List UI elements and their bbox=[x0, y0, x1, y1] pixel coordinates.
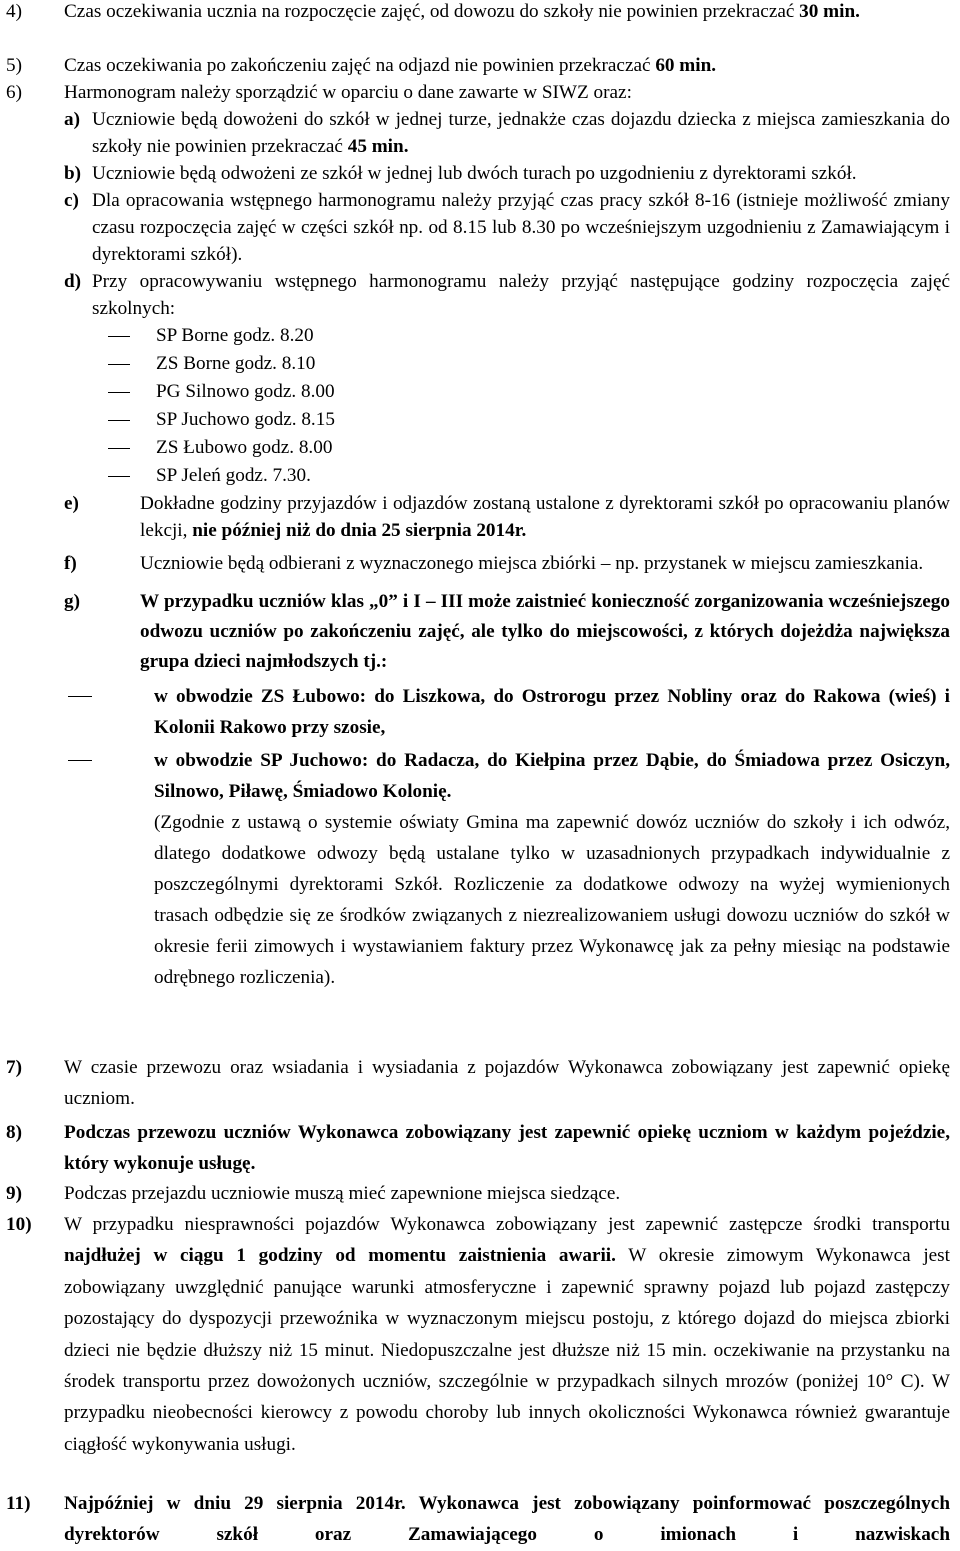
sub-item-c bbox=[64, 187, 950, 268]
item-text: W przypadku niesprawności pojazdów Wykonawca zobowiązany jest zapewnić zastępcze środki transportu bbox=[64, 1214, 950, 1235]
sub-label: a) bbox=[64, 109, 80, 130]
list-item: SP Juchowo godz. 8.15 bbox=[108, 406, 950, 434]
sub-label: c) bbox=[64, 190, 79, 211]
sub-text-bold: nie później niż do dnia 25 sierpnia 2014r. bbox=[192, 520, 527, 541]
sub-text: Uczniowie będą odwożeni ze szkół w jednej lub dwóch turach po uzgodnieniu z dyrektorami szkół. bbox=[92, 163, 857, 184]
item-number: 9) bbox=[6, 1183, 22, 1204]
early-return-list bbox=[64, 681, 950, 807]
list-item: w obwodzie ZS Łubowo: do Liszkowa, do Ostrorogu przez Nobliny oraz do Rakowa (wieś) i Kolonii Rakowo przy szosie, bbox=[64, 681, 950, 743]
legal-note: (Zgodnie z ustawą o systemie oświaty Gmina ma zapewnić dowóz uczniów do szkoły i ich odwóz, dlatego dodatkowe odwozy będą ustalane tylko w uzasadnionych przypadkach indywidualnie z poszczególnymi dyrektorami Szkół. Rozliczenie za dodatkowe odwozy na wyżej wymienionych trasach odbędzie się ze środków związanych z niezrealizowaniem usługi dowozu uczniów do szkół w okresie ferii zimowych i wystawianiem faktury przez Wykonawcę jak za pełny miesiąc na podstawie odrębnego rozliczenia). bbox=[154, 812, 950, 988]
item-10 bbox=[6, 1209, 950, 1460]
list-item: SP Jeleń godz. 7.30. bbox=[108, 462, 950, 490]
sub-text: Uczniowie będą dowożeni do szkół w jednej turze, jednakże czas dojazdu dziecka z miejsca zamieszkania do szkoły nie powinien przekraczać bbox=[92, 109, 950, 157]
sub-text-bold: W przypadku uczniów klas „0” i I – III może zaistnieć konieczność zorganizowania wcześniejszego odwozu uczniów po zakończeniu zajęć, ale tylko do miejscowości, z których dojeżdża największa grupa dzieci najmłodszych tj.: bbox=[140, 591, 950, 672]
item-text-bold: Najpóźniej w dniu 29 sierpnia 2014r. Wykonawca jest zobowiązany poinformować poszczególnych dyrektorów szkół oraz Zamawiającego o imionach i nazwiskach bbox=[64, 1493, 950, 1545]
item-text: W czasie przewozu oraz wsiadania i wysiadania z pojazdów Wykonawca zobowiązany jest zapewnić opiekę uczniom. bbox=[64, 1057, 950, 1109]
item-text-bold: najdłużej w ciągu 1 godziny od momentu zaistnienia awarii. bbox=[64, 1245, 616, 1267]
item-number: 11) bbox=[6, 1493, 31, 1514]
list-item: ZS Borne godz. 8.10 bbox=[108, 350, 950, 378]
sub-text: Dokładne godziny przyjazdów i odjazdów zostaną ustalone z dyrektorami szkół po opracowaniu planów lekcji, bbox=[140, 493, 950, 541]
item-8 bbox=[6, 1117, 950, 1179]
list-item: SP Borne godz. 8.20 bbox=[108, 322, 950, 350]
item-6 bbox=[6, 79, 950, 993]
item-11 bbox=[6, 1488, 950, 1550]
dash-bullet bbox=[108, 322, 156, 350]
item-text: Czas oczekiwania ucznia na rozpoczęcie zajęć, od dowozu do szkoły nie powinien przekraczać bbox=[64, 1, 800, 22]
item-number: 8) bbox=[6, 1122, 22, 1143]
dash-bullet bbox=[64, 745, 154, 773]
list-item: ZS Łubowo godz. 8.00 bbox=[108, 434, 950, 462]
item-text-bold: Podczas przewozu uczniów Wykonawca zobowiązany jest zapewnić opiekę uczniom w każdym pojeździe, który wykonuje usługę. bbox=[64, 1122, 950, 1174]
item-number: 10) bbox=[6, 1214, 32, 1235]
sub-label: f) bbox=[64, 553, 77, 574]
sub-label: g) bbox=[64, 591, 80, 612]
item-text-bold: 30 min. bbox=[799, 1, 860, 22]
list-item: w obwodzie SP Juchowo: do Radacza, do Kiełpina przez Dąbie, do Śmiadowa przez Osiczyn, Silnowo, Piławę, Śmiadowo Kolonię. bbox=[64, 745, 950, 807]
sub-item-b bbox=[64, 160, 950, 187]
school-hours-list bbox=[108, 322, 950, 490]
item-text: Czas oczekiwania po zakończeniu zajęć na odjazd nie powinien przekraczać bbox=[64, 55, 656, 76]
item-9 bbox=[6, 1178, 950, 1209]
item-number: 4) bbox=[6, 1, 22, 22]
sub-item-f bbox=[64, 550, 950, 577]
item-number: 6) bbox=[6, 82, 22, 103]
item-text-bold: 60 min. bbox=[655, 55, 717, 76]
sub-label: d) bbox=[64, 271, 82, 292]
sub-text: Dla opracowania wstępnego harmonogramu należy przyjąć czas pracy szkół 8-16 (istnieje możliwość zmiany czasu rozpoczęcia zajęć w części szkół np. od 8.15 lub 8.30 po wcześniejszym uzgodnieniu z Zamawiającym i dyrektorami szkół). bbox=[92, 190, 950, 265]
dash-bullet bbox=[108, 434, 156, 462]
item-number: 5) bbox=[6, 55, 22, 76]
dash-bullet bbox=[108, 462, 156, 490]
item-text: Harmonogram należy sporządzić w oparciu o dane zawarte w SIWZ oraz: bbox=[64, 82, 632, 103]
dash-bullet bbox=[108, 378, 156, 406]
dash-bullet bbox=[64, 681, 154, 709]
sub-text-bold: 45 min. bbox=[347, 136, 409, 157]
sub-item-a bbox=[64, 106, 950, 160]
item-7 bbox=[6, 1052, 950, 1114]
item-5 bbox=[6, 52, 950, 79]
dash-bullet bbox=[108, 350, 156, 378]
item-4 bbox=[6, 0, 950, 25]
sub-label: b) bbox=[64, 163, 82, 184]
sub-text: Uczniowie będą odbierani z wyznaczonego miejsca zbiórki – np. przystanek w miejscu zamieszkania. bbox=[140, 553, 924, 574]
sub-label: e) bbox=[64, 493, 79, 514]
sub-item-g bbox=[64, 587, 950, 677]
dash-bullet bbox=[108, 406, 156, 434]
item-text: Podczas przejazdu uczniowie muszą mieć zapewnione miejsca siedzące. bbox=[64, 1183, 621, 1204]
sub-text: Przy opracowywaniu wstępnego harmonogramu należy przyjąć następujące godziny rozpoczęcia zajęć szkolnych: bbox=[92, 271, 950, 319]
item-number: 7) bbox=[6, 1057, 22, 1078]
list-item: PG Silnowo godz. 8.00 bbox=[108, 378, 950, 406]
item-text-cont: W okresie zimowym Wykonawca jest zobowiązany uwzględnić panujące warunki atmosferyczne i zapewnić sprawny pojazd lub pojazd zastępczy pozostający do dyspozycji przewoźnika w wyznaczonym miejscu postoju, z którego dojazd do miejsca zbiorki dzieci nie będzie dłuższy niż 15 minut. Niedopuszczalne jest dłuższe niż 15 min. oczekiwanie na przystanku na środek transportu przez dowożonych uczniów, szczególnie w przypadkach silnych mrozów (poniżej 10° C). W przypadku nieobecności kierowcy z powodu choroby lub innych okoliczności Wykonawca również gwarantuje ciągłość wykonywania usługi. bbox=[64, 1245, 950, 1455]
sub-item-e bbox=[64, 490, 950, 544]
sub-item-d bbox=[64, 268, 950, 322]
